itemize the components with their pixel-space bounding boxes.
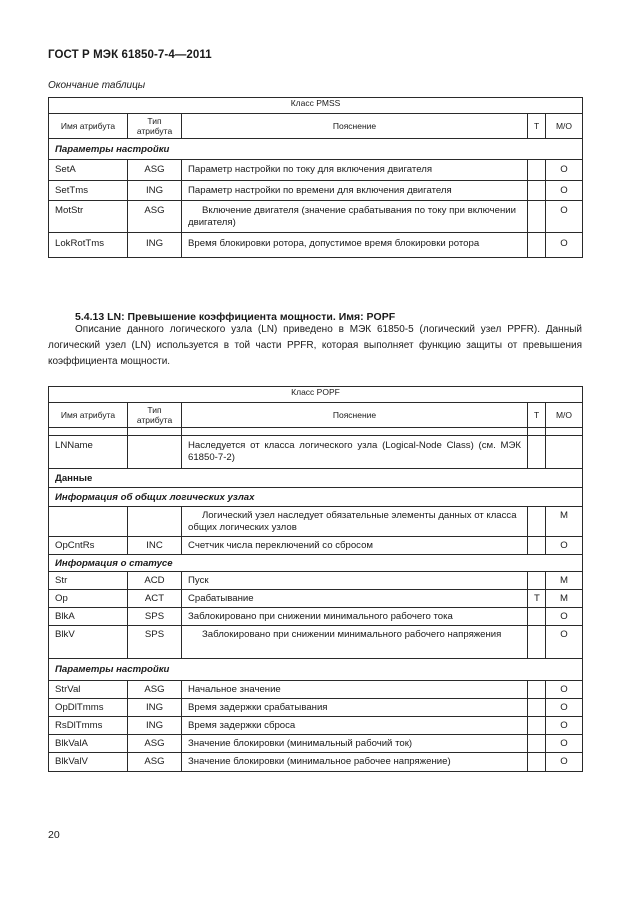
column-header-type: Тип атрибута [128, 403, 182, 428]
table-row [49, 681, 583, 699]
cell-t [528, 160, 546, 181]
cell-type: ACD [128, 572, 182, 590]
cell-mo: O [546, 537, 583, 555]
cell-name: OpDlTmms [49, 699, 128, 717]
cell-type: ASG [128, 681, 182, 699]
cell-name: LNName [49, 436, 128, 469]
cell-name: Str [49, 572, 128, 590]
cell-t [528, 233, 546, 258]
cell-mo: O [546, 233, 583, 258]
column-header-t: T [528, 403, 546, 428]
cell-t [528, 753, 546, 772]
table-class-label: Класс PMSS [49, 98, 583, 114]
table-row [49, 436, 583, 469]
cell-mo: O [546, 160, 583, 181]
cell-type: ASG [128, 201, 182, 233]
table-row [49, 735, 583, 753]
cell-type: ING [128, 699, 182, 717]
cell-explanation: Счетчик числа переключений со сбросом [182, 537, 528, 555]
cell-type: ASG [128, 753, 182, 772]
table-row [49, 717, 583, 735]
popf-attribute-table [48, 386, 583, 772]
column-header-name: Имя атрибута [49, 403, 128, 428]
cell-name: SetTms [49, 181, 128, 201]
cell-mo: O [546, 717, 583, 735]
cell-t [528, 537, 546, 555]
table-row [49, 181, 583, 201]
table-row [49, 201, 583, 233]
cell-name: StrVal [49, 681, 128, 699]
table-row [49, 537, 583, 555]
cell-mo: O [546, 753, 583, 772]
section-row-status-info: Информация о статусе [49, 555, 583, 572]
table-row [49, 572, 583, 590]
cell-explanation: Наследуется от класса логического узла (Logical-Node Class) (см. МЭК 61850-7-2) [182, 436, 528, 469]
cell-type [128, 507, 182, 537]
cell-type: ING [128, 233, 182, 258]
page-number: 20 [48, 829, 60, 841]
cell-type: SPS [128, 608, 182, 626]
cell-explanation: Заблокировано при снижении минимального рабочего тока [182, 608, 528, 626]
cell-name [49, 507, 128, 537]
table-row [49, 626, 583, 659]
cell-name: SetA [49, 160, 128, 181]
table-row [49, 590, 583, 608]
section-heading: 5.4.13 LN: Превышение коэффициента мощности. Имя: POPF [75, 311, 396, 323]
cell-t [528, 201, 546, 233]
cell-mo: M [546, 572, 583, 590]
table-row [49, 233, 583, 258]
cell-mo: O [546, 681, 583, 699]
cell-t [528, 681, 546, 699]
cell-explanation: Параметр настройки по току для включения двигателя [182, 160, 528, 181]
cell-mo: M [546, 507, 583, 537]
cell-name: RsDlTmms [49, 717, 128, 735]
cell-explanation: Начальное значение [182, 681, 528, 699]
cell-explanation: Время задержки срабатывания [182, 699, 528, 717]
cell-type [128, 436, 182, 469]
section-row-settings: Параметры настройки [49, 659, 583, 681]
cell-name: MotStr [49, 201, 128, 233]
cell-mo: O [546, 626, 583, 659]
table-row [49, 753, 583, 772]
cell-mo [546, 436, 583, 469]
cell-t [528, 181, 546, 201]
column-header-type: Тип атрибута [128, 114, 182, 139]
cell-name: BlkV [49, 626, 128, 659]
table-row [49, 160, 583, 181]
column-header-t: T [528, 114, 546, 139]
table-row [49, 507, 583, 537]
cell-t [528, 626, 546, 659]
cell-explanation: Значение блокировки (минимальное рабочее напряжение) [182, 753, 528, 772]
table-row [49, 699, 583, 717]
cell-explanation: Время задержки сброса [182, 717, 528, 735]
cell-name: Op [49, 590, 128, 608]
cell-name: BlkA [49, 608, 128, 626]
document-header: ГОСТ Р МЭК 61850-7-4—2011 [48, 49, 212, 61]
cell-mo: O [546, 699, 583, 717]
cell-type: SPS [128, 626, 182, 659]
cell-name: OpCntRs [49, 537, 128, 555]
cell-explanation: Включение двигателя (значение срабатывания по току при включении двигателя) [182, 201, 528, 233]
cell-explanation: Срабатывание [182, 590, 528, 608]
cell-type: ACT [128, 590, 182, 608]
cell-explanation: Заблокировано при снижении минимального рабочего напряжения [182, 626, 528, 659]
cell-name: BlkValA [49, 735, 128, 753]
pmss-attribute-table [48, 97, 583, 258]
cell-name: LokRotTms [49, 233, 128, 258]
cell-explanation: Логический узел наследует обязательные элементы данных от класса общих логических узлов [182, 507, 528, 537]
column-header-explanation: Пояснение [182, 403, 528, 428]
cell-explanation: Пуск [182, 572, 528, 590]
cell-mo: O [546, 201, 583, 233]
cell-type: ASG [128, 735, 182, 753]
cell-t: T [528, 590, 546, 608]
cell-type: INC [128, 537, 182, 555]
cell-mo: M [546, 590, 583, 608]
cell-t [528, 608, 546, 626]
table-row [49, 608, 583, 626]
cell-mo: O [546, 181, 583, 201]
cell-explanation: Значение блокировки (минимальный рабочий ток) [182, 735, 528, 753]
cell-type: ING [128, 717, 182, 735]
cell-t [528, 507, 546, 537]
cell-mo: O [546, 735, 583, 753]
cell-name: BlkValV [49, 753, 128, 772]
cell-explanation: Параметр настройки по времени для включения двигателя [182, 181, 528, 201]
column-header-name: Имя атрибута [49, 114, 128, 139]
column-header-mo: М/О [546, 403, 583, 428]
cell-t [528, 699, 546, 717]
column-header-explanation: Пояснение [182, 114, 528, 139]
cell-type: ASG [128, 160, 182, 181]
cell-t [528, 436, 546, 469]
cell-t [528, 735, 546, 753]
section-row-data: Данные [49, 469, 583, 488]
cell-mo: O [546, 608, 583, 626]
cell-t [528, 572, 546, 590]
cell-explanation: Время блокировки ротора, допустимое время блокировки ротора [182, 233, 528, 258]
cell-type: ING [128, 181, 182, 201]
section-row-common-info: Информация об общих логических узлах [49, 488, 583, 507]
table-continuation-caption: Окончание таблицы [48, 80, 146, 91]
column-header-mo: М/О [546, 114, 583, 139]
table-class-label: Класс POPF [49, 387, 583, 403]
section-paragraph: Описание данного логического узла (LN) приведено в МЭК 61850-5 (логический узел PPFR). Данный логический узел (LN) используется в той части PPFR, которая выполняет функцию защиты от превышения коэффициента мощности. [48, 324, 582, 367]
section-row-settings: Параметры настройки [49, 139, 583, 160]
cell-t [528, 717, 546, 735]
